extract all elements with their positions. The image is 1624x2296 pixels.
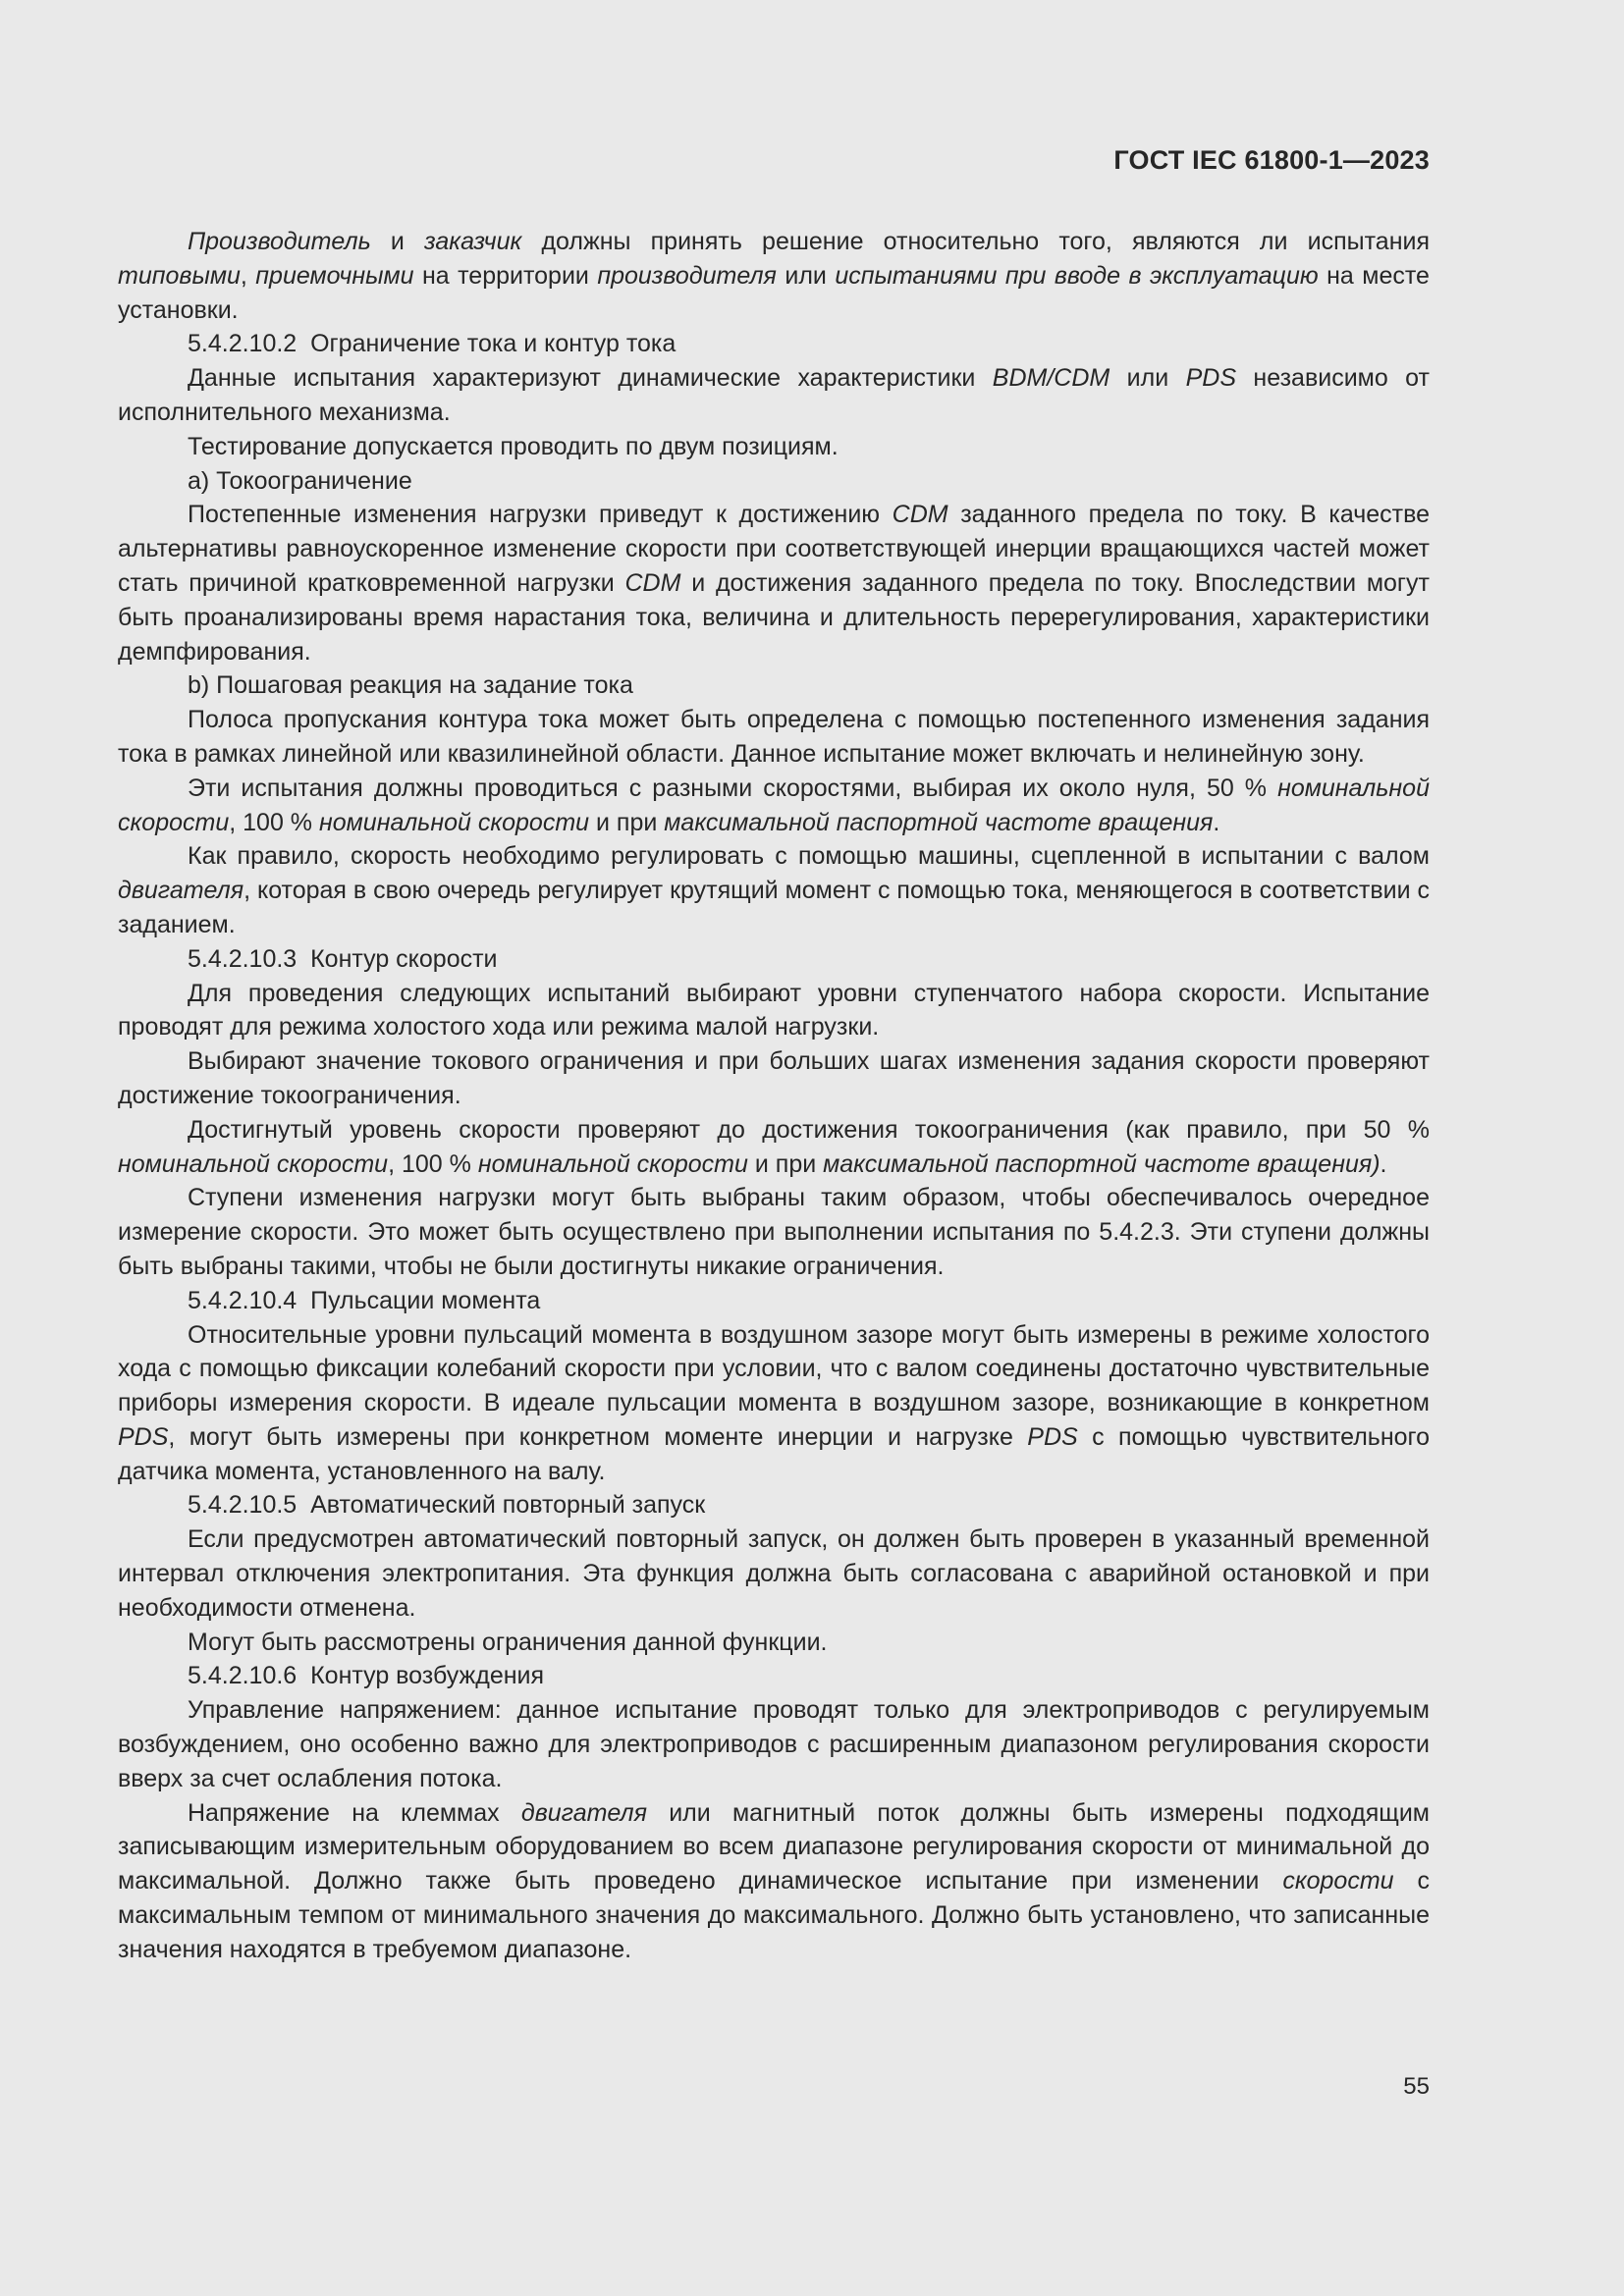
list-item-b: b) Пошаговая реакция на задание тока [188, 671, 633, 700]
document-header: ГОСТ IEC 61800-1—2023 [1113, 145, 1430, 175]
paragraph: Тестирование допускается проводить по двум позициям. [188, 432, 839, 460]
paragraph: Полоса пропускания контура тока может быть определена с помощью постепенного изменения задания тока в рамках линейной или квазилинейной области. Данное испытание может включать и нелинейную зону. [118, 706, 1430, 768]
section-heading-5-4-2-10-2: 5.4.2.10.2 Ограничение тока и контур тока [188, 330, 677, 358]
page-number: 55 [1403, 2073, 1430, 2100]
paragraph: Постепенные изменения нагрузки приведут к достижению CDM заданного предела по току. В качестве альтернативы равноускоренное изменение скорости при соответствующей инерции вращающихся частей может стать причиной кратковременной нагрузки CDM и достижения заданного предела по току. Впоследствии могут быть проанализированы время нарастания тока, величина и длительность перерегулирования, характеристики демпфирования. [118, 501, 1430, 666]
section-heading-5-4-2-10-6: 5.4.2.10.6 Контур возбуждения [188, 1662, 545, 1690]
paragraph: Могут быть рассмотрены ограничения данной функции. [188, 1628, 828, 1656]
section-heading-5-4-2-10-3: 5.4.2.10.3 Контур скорости [188, 944, 498, 973]
paragraph: Эти испытания должны проводиться с разными скоростями, выбирая их около нуля, 50 % номинальной скорости, 100 % номинальной скорости и при максимальной паспортной частоте вращения. [118, 774, 1430, 836]
paragraph: Управление напряжением: данное испытание проводят только для электроприводов с регулируемым возбуждением, оно особенно важно для электроприводов с расширенным диапазоном регулирования скорости вверх за счет ослабления потока. [118, 1696, 1430, 1792]
document-body [118, 225, 1430, 1967]
paragraph: Если предусмотрен автоматический повторный запуск, он должен быть проверен в указанный временной интервал отключения электропитания. Эта функция должна быть согласована с аварийной остановкой и при необходимости отменена. [118, 1525, 1430, 1622]
paragraph-decision: Производитель и заказчик должны принять решение относительно того, являются ли испытания типовыми, приемочными на территории производителя или испытаниями при вводе в эксплуатацию на месте установки. [118, 228, 1431, 324]
paragraph: Как правило, скорость необходимо регулировать с помощью машины, сцепленной в испытании с валом двигателя, которая в свою очередь регулирует крутящий момент с помощью тока, меняющегося в соответствии с заданием. [118, 842, 1430, 938]
list-item-a: a) Токоограничение [188, 466, 412, 495]
section-heading-5-4-2-10-4: 5.4.2.10.4 Пульсации момента [188, 1286, 541, 1314]
paragraph: Данные испытания характеризуют динамические характеристики BDM/CDM или PDS независимо от исполнительного механизма. [118, 364, 1430, 426]
section-heading-5-4-2-10-5: 5.4.2.10.5 Автоматический повторный запуск [188, 1491, 706, 1520]
paragraph: Достигнутый уровень скорости проверяют до достижения токоограничения (как правило, при 50 % номинальной скорости, 100 % номинальной скорости и при максимальной паспортной частоте вращения). [118, 1115, 1430, 1178]
paragraph: Напряжение на клеммах двигателя или магнитный поток должны быть измерены подходящим записывающим измерительным оборудованием во всем диапазоне регулирования скорости от минимальной до максимальной. Должно также быть проведено динамическое испытание при изменении скорости с максимальным темпом от минимального значения до максимального. Должно быть установлено, что записанные значения находятся в требуемом диапазоне. [118, 1798, 1430, 1963]
paragraph: Относительные уровни пульсаций момента в воздушном зазоре могут быть измерены в режиме холостого хода с помощью фиксации колебаний скорости при условии, что с валом соединены достаточно чувствительные приборы измерения скорости. В идеале пульсации момента в воздушном зазоре, возникающие в конкретном PDS, могут быть измерены при конкретном моменте инерции и нагрузке PDS с помощью чувствительного датчика момента, установленного на валу. [118, 1320, 1430, 1485]
paragraph: Ступени изменения нагрузки могут быть выбраны таким образом, чтобы обеспечивалось очередное измерение скорости. Это может быть осуществлено при выполнении испытания по 5.4.2.3. Эти ступени должны быть выбраны такими, чтобы не были достигнуты никакие ограничения. [118, 1184, 1430, 1280]
paragraph: Выбирают значение токового ограничения и при больших шагах изменения задания скорости проверяют достижение токоограничения. [118, 1047, 1430, 1109]
paragraph: Для проведения следующих испытаний выбирают уровни ступенчатого набора скорости. Испытание проводят для режима холостого хода или режима малой нагрузки. [118, 979, 1430, 1041]
